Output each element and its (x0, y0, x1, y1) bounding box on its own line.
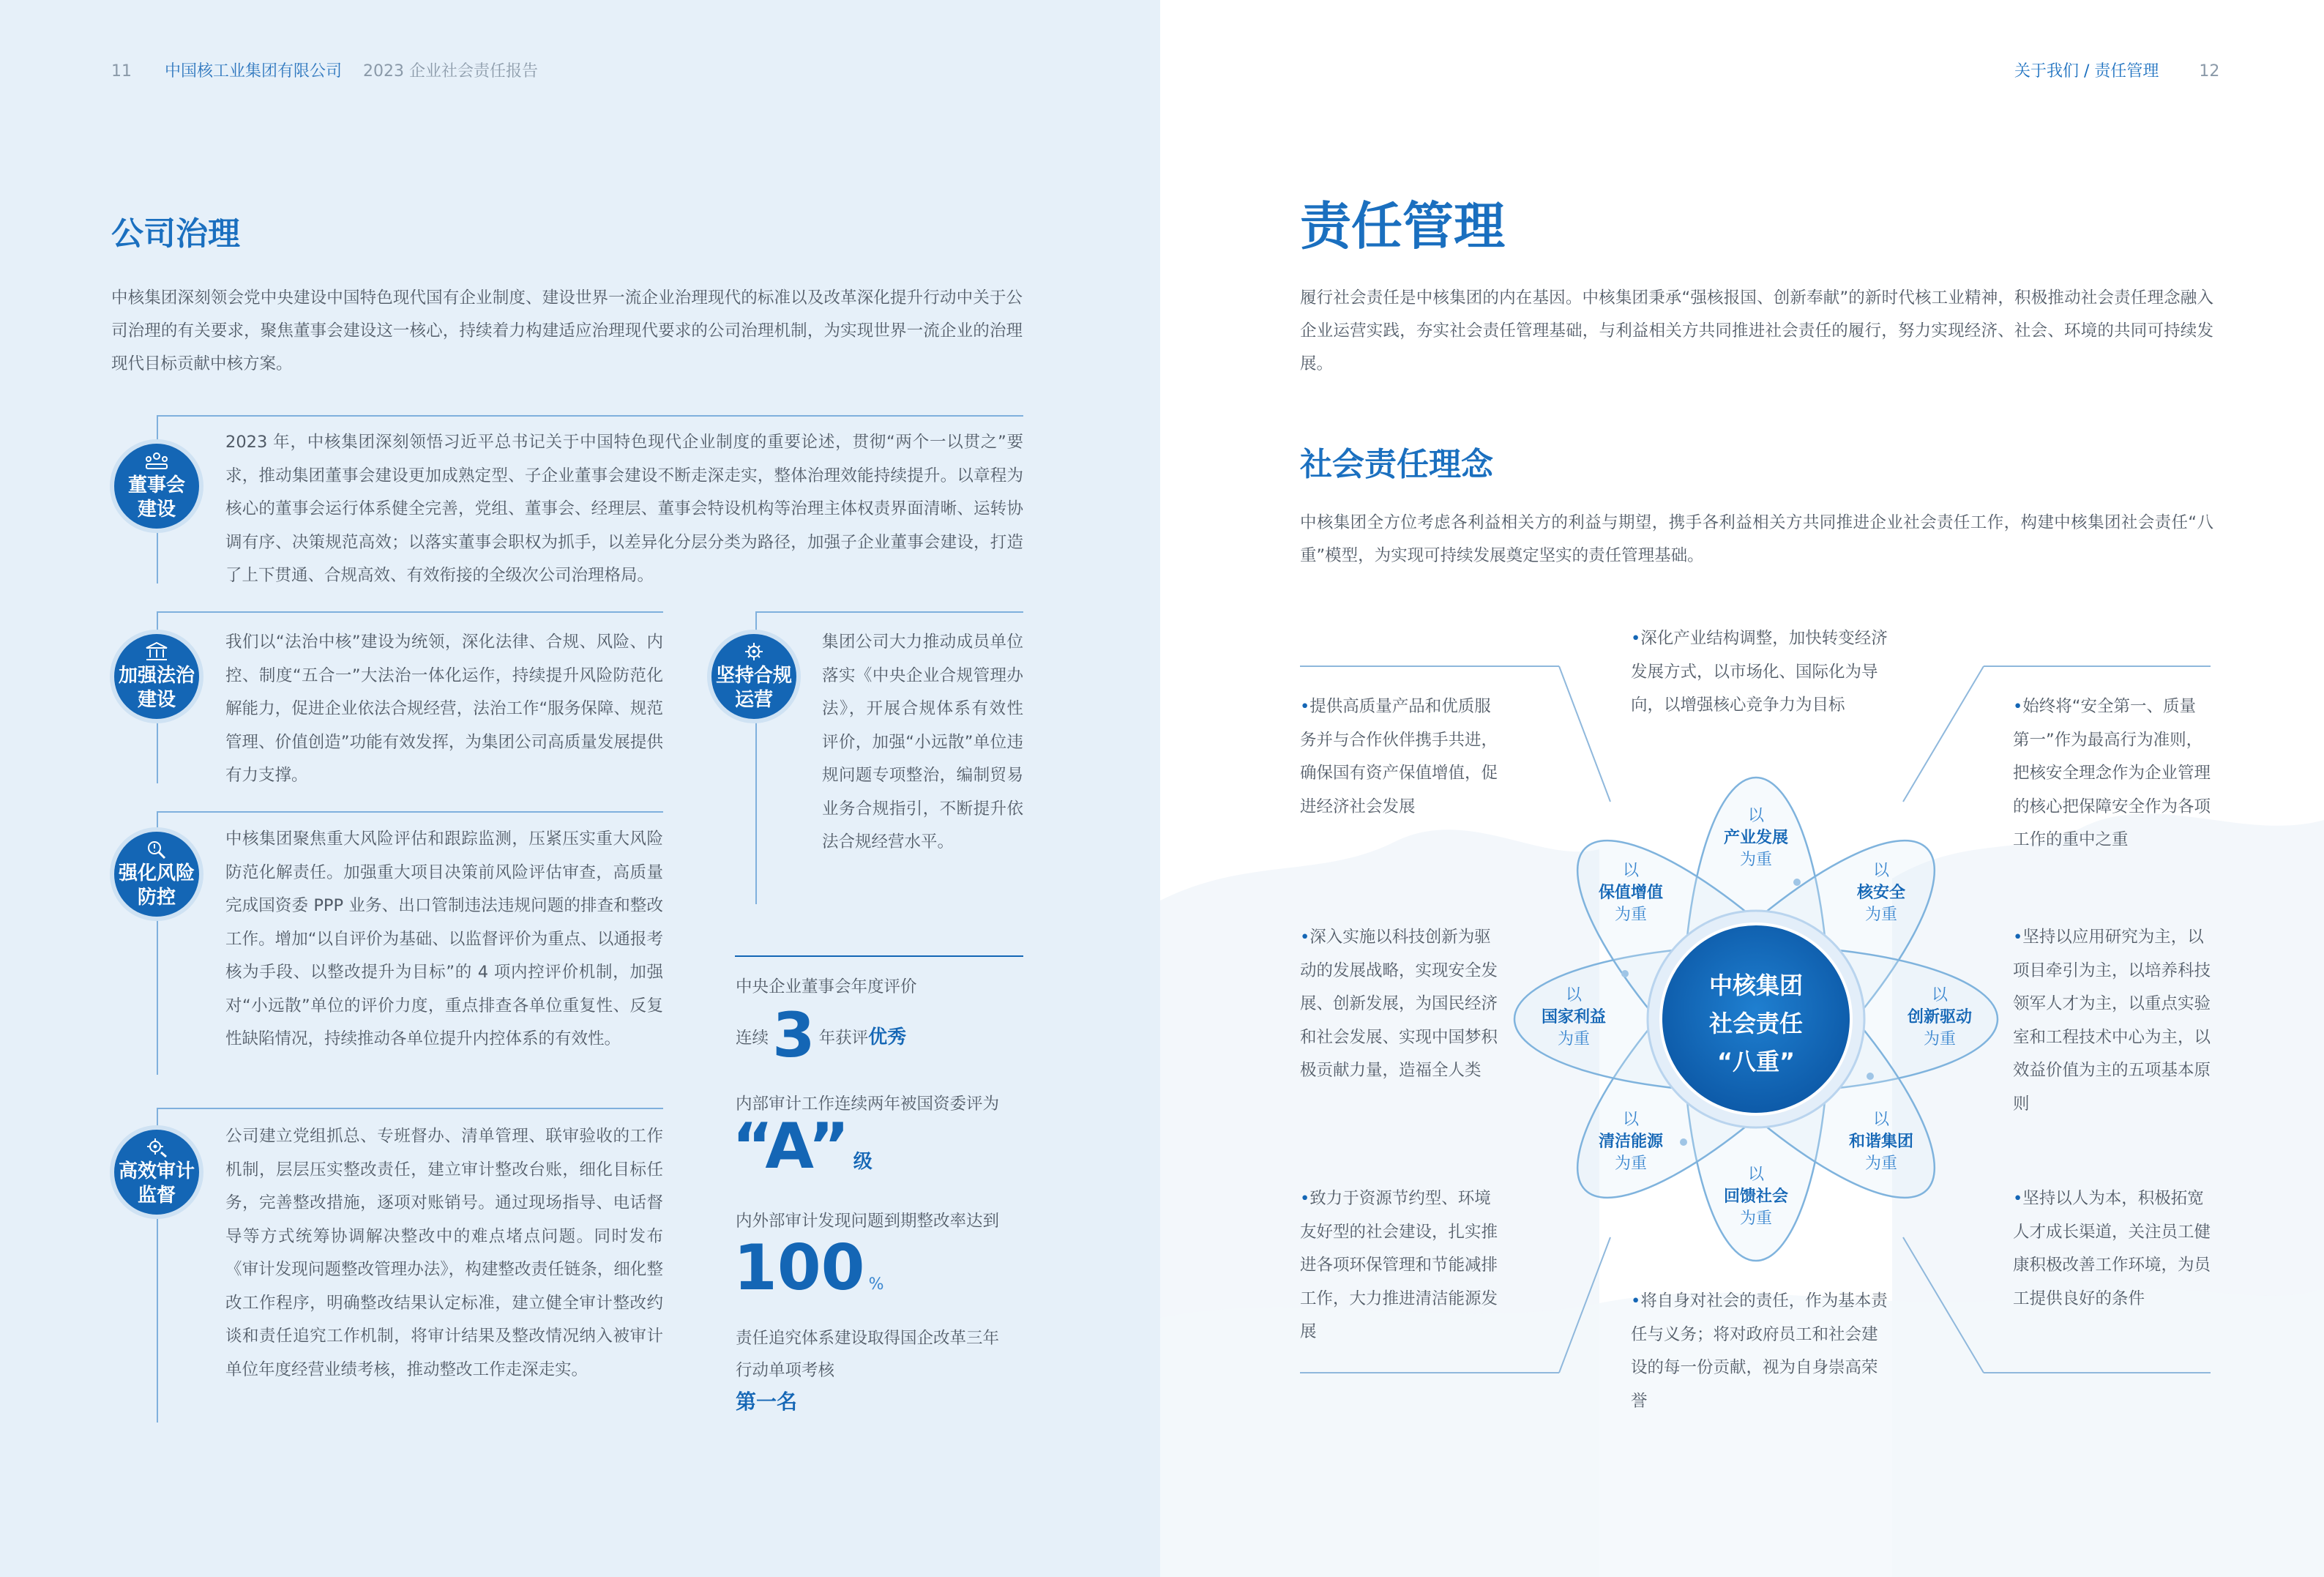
badge-line1: 加强法治 (118, 665, 195, 687)
company-name: 中国核工业集团有限公司 (165, 62, 343, 81)
callout-bottom: •将自身对社会的责任，作为基本责任与义务；将对政府员工和社会建设的每一份贡献，视为自身崇高荣誉 (1631, 1291, 1888, 1411)
stat3-number: 100 (733, 1231, 865, 1305)
center-line1: 中核集团 (1708, 972, 1803, 999)
callout-top: •深化产业结构调整，加快转变经济发展方式，以市场化、国际化为导向，以增强核心竞争力为目标 (1631, 629, 1888, 715)
stat1-label: 中央企业董事会年度评价 (736, 977, 917, 996)
petal-society: 以 回馈社会 为重 (1723, 1166, 1789, 1228)
badge-line1: 董事会 (127, 474, 185, 496)
petal-innovation: 以 创新驱动 为重 (1907, 986, 1973, 1048)
callout-mid-right: •坚持以应用研究为主，以项目牵引为主，以培养科技领军人才为主，以重点实验室和工程技术中心为主，以效益价值为主的五项基本原则 (2013, 928, 2211, 1114)
callout-top-right: •始终将“安全第一、质量第一”作为最高行为准则，把核安全理念作为企业管理的核心把保障安全作为各项工作的重中之重 (2013, 697, 2211, 849)
badge-line1: 高效审计 (118, 1160, 195, 1182)
stat3-label: 内外部审计发现问题到期整改率达到 (736, 1212, 1000, 1231)
right-sub-intro: 中核集团全方位考虑各利益相关方的利益与期望，携手各利益相关方共同推进企业社会责任工作，构建中核集团社会责任“八重”模型，为实现可持续发展奠定坚实的责任管理基础。 (1300, 513, 2213, 565)
stat1-number: 3 (772, 999, 815, 1071)
stat3-unit: % (868, 1275, 884, 1294)
callout-bottom-left: •致力于资源节约型、环境友好型的社会建设，扎实推进各项环保管理和节能减排工作，大力推进清洁能源发展 (1300, 1189, 1498, 1341)
right-subtitle: 社会责任理念 (1300, 446, 1493, 483)
report-name: 2023 企业社会责任报告 (363, 62, 538, 81)
diagram-center-label (1686, 966, 1826, 1081)
badge-line2: 运营 (734, 689, 773, 711)
left-intro: 中核集团深刻领会党中央建设中国特色现代国有企业制度、建设世界一流企业治理现代的标准以及改革深化提升行动中关于公司治理的有关要求，聚焦董事会建设这一核心，持续着力构建适应治理现代要求的公司治理机制，为实现世界一流企业的治理现代目标贡献中核方案。 (111, 288, 1023, 373)
petal-harmony: 以 和谐集团 为重 (1848, 1111, 1914, 1173)
badge-line1: 坚持合规 (715, 665, 792, 687)
stat4-line1: 责任追究体系建设取得国企改革三年 (736, 1329, 1000, 1348)
stat2-unit: 级 (853, 1151, 873, 1173)
petal-nuclear-safety: 以 核安全 为重 (1856, 862, 1906, 924)
right-page-number: 12 (2199, 62, 2220, 81)
stat2-grade: “A” (732, 1110, 850, 1183)
stat1-award: 优秀 (868, 1026, 907, 1048)
left-title: 公司治理 (111, 215, 240, 253)
center-line2: 社会责任 (1708, 1010, 1803, 1037)
badge-line1: 强化风险 (118, 862, 195, 884)
block-compliance-text: 集团公司大力推动成员单位落实《中央企业合规管理办法》，开展合规体系有效性评价，加强“小远散”单位违规问题专项整治，编制贸易业务合规指引，不断提升依法合规经营水平。 (822, 633, 1023, 851)
petal-value-preservation: 以 保值增值 为重 (1598, 862, 1664, 924)
block-audit-text: 公司建立党组抓总、专班督办、清单管理、联审验收的工作机制，层层压实整改责任，建立审计整改台账，细化目标任务，完善整改措施，逐项对账销号。通过现场指导、电话督导等方式统筹协调解决整改中的难点堵点问题。同时发布《审计发现问题整改管理办法》，构建整改责任链条，细化整改工作程序，明确整改结果认定标准，建立健全审计整改约谈和责任追究工作机制，将审计结果及整改情况纳入被审计单位年度经营业绩考核，推动整改工作走深走实。 (225, 1127, 663, 1379)
petal-national-interest: 以 国家利益 为重 (1541, 986, 1607, 1048)
callout-bottom-right: •坚持以人为本，积极拓宽人才成长渠道，关注员工健康积极改善工作环境，为员工提供良好的条件 (2013, 1189, 2211, 1308)
stat2-label: 内部审计工作连续两年被国资委评为 (736, 1095, 1000, 1114)
right-intro: 履行社会责任是中核集团的内在基因。中核集团秉承“强核报国、创新奉献”的新时代核工业精神，积极推动社会责任理念融入企业运营实践，夯实社会责任管理基础，与利益相关方共同推进社会责任的履行，努力实现经济、社会、环境的共同可持续发展。 (1300, 288, 2213, 373)
petal-industry: 以 产业发展 为重 (1723, 807, 1789, 869)
center-line3: “八重” (1716, 1048, 1796, 1075)
petal-clean-energy: 以 清洁能源 为重 (1598, 1111, 1664, 1173)
badge-line2: 建设 (137, 499, 176, 521)
block-law-text: 我们以“法治中核”建设为统领，深化法律、合规、风险、内控、制度“五合一”大法治一体化运作，持续提升风险防范化解能力，促进企业依法合规经营，法治工作“服务保障、规范管理、价值创造”功能有效发挥，为集团公司高质量发展提供有力支撑。 (225, 633, 663, 785)
badge-line2: 防控 (137, 887, 176, 909)
block-board-text: 2023 年，中核集团深刻领悟习近平总书记关于中国特色现代企业制度的重要论述，贯彻“两个一以贯之”要求，推动集团董事会建设更加成熟定型、子企业董事会建设不断走深走实，整体治理效能持续提升。以章程为核心的董事会运行体系健全完善，党组、董事会、经理层、董事会特设机构等治理主体权责界面清晰、运转协调有序、决策规范高效；以落实董事会职权为抓手，以差异化分层分类为路径，加强子企业董事会建设，打造了上下贯通、合规高效、有效衔接的全级次公司治理格局。 (225, 433, 1023, 585)
callout-top-left: •提供高质量产品和优质服务并与合作伙伴携手共进，确保国有资产保值增值，促进经济社会发展 (1300, 697, 1498, 816)
section-breadcrumb: 关于我们 / 责任管理 (2014, 62, 2159, 81)
badge-line2: 监督 (137, 1185, 176, 1207)
right-title: 责任管理 (1300, 196, 1505, 256)
callout-mid-left: •深入实施以科技创新为驱动的发展战略，实现安全发展、创新发展，为国民经济和社会发展、实现中国梦积极贡献力量，造福全人类 (1300, 928, 1498, 1080)
stat4-award: 第一名 (736, 1390, 798, 1414)
stat1-prefix: 连续 (736, 1029, 769, 1048)
stat4-line2: 行动单项考核 (736, 1361, 835, 1380)
stat1-mid: 年获评 (818, 1029, 869, 1048)
left-page-number: 11 (111, 62, 132, 81)
block-risk-text: 中核集团聚焦重大风险评估和跟踪监测，压紧压实重大风险防范化解责任。加强重大项目决策前风险评估审查，高质量完成国资委 PPP 业务、出口管制违法违规问题的排查和整改工作。增加“以自评价为基础、以监督评价为重点、以通报考核为手段、以整改提升为目标”的 4 项内控评价机制，加强对“小远散”单位的评价力度，重点排查各单位重复性、反复性缺陷情况，持续推动各单位提升内控体系的有效性。 (225, 829, 663, 1048)
badge-line2: 建设 (137, 689, 176, 711)
